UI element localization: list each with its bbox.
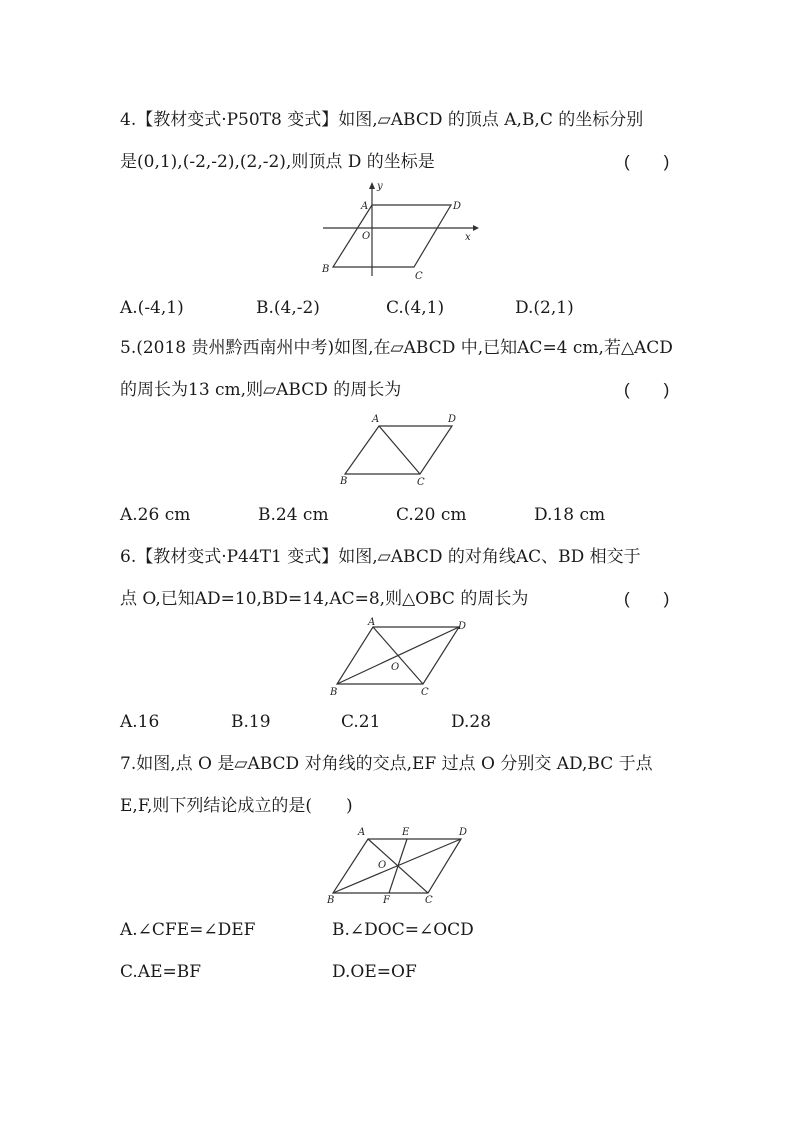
q4-figure bbox=[315, 178, 485, 282]
q5-parallelogram bbox=[345, 426, 452, 474]
q5-figure bbox=[332, 410, 472, 490]
q5-option-b[interactable]: B.24 cm bbox=[258, 505, 329, 525]
q4-stem-line2: 是(0,1),(-2,-2),(2,-2),则顶点 D 的坐标是 bbox=[120, 152, 435, 172]
q7-figure bbox=[325, 823, 475, 908]
q7-option-a[interactable]: A.∠CFE=∠DEF bbox=[120, 920, 256, 940]
q6-answer-blank: ( ) bbox=[624, 589, 670, 608]
q4-label-B: B bbox=[322, 264, 330, 275]
q6-label-A: A bbox=[368, 617, 376, 628]
q4-y-arrow bbox=[369, 182, 375, 189]
q4-label-D: D bbox=[453, 201, 462, 212]
q4-option-b[interactable]: B.(4,-2) bbox=[256, 298, 320, 318]
q5-stem-line2: 的周长为13 cm,则▱ABCD 的周长为 bbox=[120, 380, 402, 400]
q6-stem-line1: 6.【教材变式·P44T1 变式】如图,▱ABCD 的对角线AC、BD 相交于 bbox=[120, 547, 641, 567]
q5-diagonal-ac bbox=[379, 426, 420, 474]
q4-label-C: C bbox=[415, 271, 423, 282]
q7-diagonal-bd bbox=[333, 839, 461, 893]
q5-label-D: D bbox=[448, 414, 457, 425]
q6-label-C: C bbox=[421, 687, 429, 698]
q4-stem-line1: 4.【教材变式·P50T8 变式】如图,▱ABCD 的顶点 A,B,C 的坐标分别 bbox=[120, 110, 644, 130]
q5-label-B: B bbox=[340, 476, 348, 487]
q6-label-D: D bbox=[458, 621, 467, 632]
q5-label-C: C bbox=[417, 477, 425, 488]
q6-figure bbox=[325, 615, 475, 700]
q7-label-C: C bbox=[425, 895, 433, 906]
q7-stem-line1: 7.如图,点 O 是▱ABCD 对角线的交点,EF 过点 O 分别交 AD,BC 于点 bbox=[120, 754, 653, 774]
q5-answer-blank: ( ) bbox=[624, 380, 670, 399]
q7-option-d[interactable]: D.OE=OF bbox=[332, 962, 417, 982]
q7-option-b[interactable]: B.∠DOC=∠OCD bbox=[332, 920, 474, 940]
q4-answer-blank: ( ) bbox=[624, 152, 670, 171]
q4-option-c[interactable]: C.(4,1) bbox=[386, 298, 445, 318]
q6-option-d[interactable]: D.28 bbox=[451, 712, 492, 732]
q7-label-O: O bbox=[378, 860, 387, 871]
q4-x-arrow bbox=[473, 225, 479, 231]
q4-label-y: y bbox=[377, 181, 383, 192]
q5-stem-line1: 5.(2018 贵州黔西南州中考)如图,在▱ABCD 中,已知AC=4 cm,若△ACD bbox=[120, 338, 673, 358]
q4-option-a[interactable]: A.(-4,1) bbox=[120, 298, 184, 318]
q4-parallelogram bbox=[333, 205, 451, 267]
q6-stem-line2: 点 O,已知AD=10,BD=14,AC=8,则△OBC 的周长为 bbox=[120, 589, 529, 609]
q7-segment-ef bbox=[389, 839, 407, 893]
q5-option-a[interactable]: A.26 cm bbox=[120, 505, 191, 525]
q7-label-F: F bbox=[383, 895, 390, 906]
q7-option-c[interactable]: C.AE=BF bbox=[120, 962, 202, 982]
q6-option-c[interactable]: C.21 bbox=[341, 712, 381, 732]
q6-option-a[interactable]: A.16 bbox=[120, 712, 160, 732]
q6-option-b[interactable]: B.19 bbox=[231, 712, 271, 732]
q4-label-x: x bbox=[465, 232, 471, 243]
q6-label-O: O bbox=[391, 662, 400, 673]
q4-option-d[interactable]: D.(2,1) bbox=[515, 298, 574, 318]
q7-label-E: E bbox=[402, 827, 410, 838]
q7-stem-line2: E,F,则下列结论成立的是( ) bbox=[120, 796, 353, 816]
q5-label-A: A bbox=[372, 414, 380, 425]
q7-label-A: A bbox=[358, 827, 366, 838]
q5-option-d[interactable]: D.18 cm bbox=[534, 505, 606, 525]
q4-label-O: O bbox=[362, 231, 371, 242]
q4-label-A: A bbox=[361, 201, 369, 212]
q7-label-B: B bbox=[327, 895, 335, 906]
q5-option-c[interactable]: C.20 cm bbox=[396, 505, 467, 525]
q7-label-D: D bbox=[459, 827, 468, 838]
q6-label-B: B bbox=[330, 687, 338, 698]
